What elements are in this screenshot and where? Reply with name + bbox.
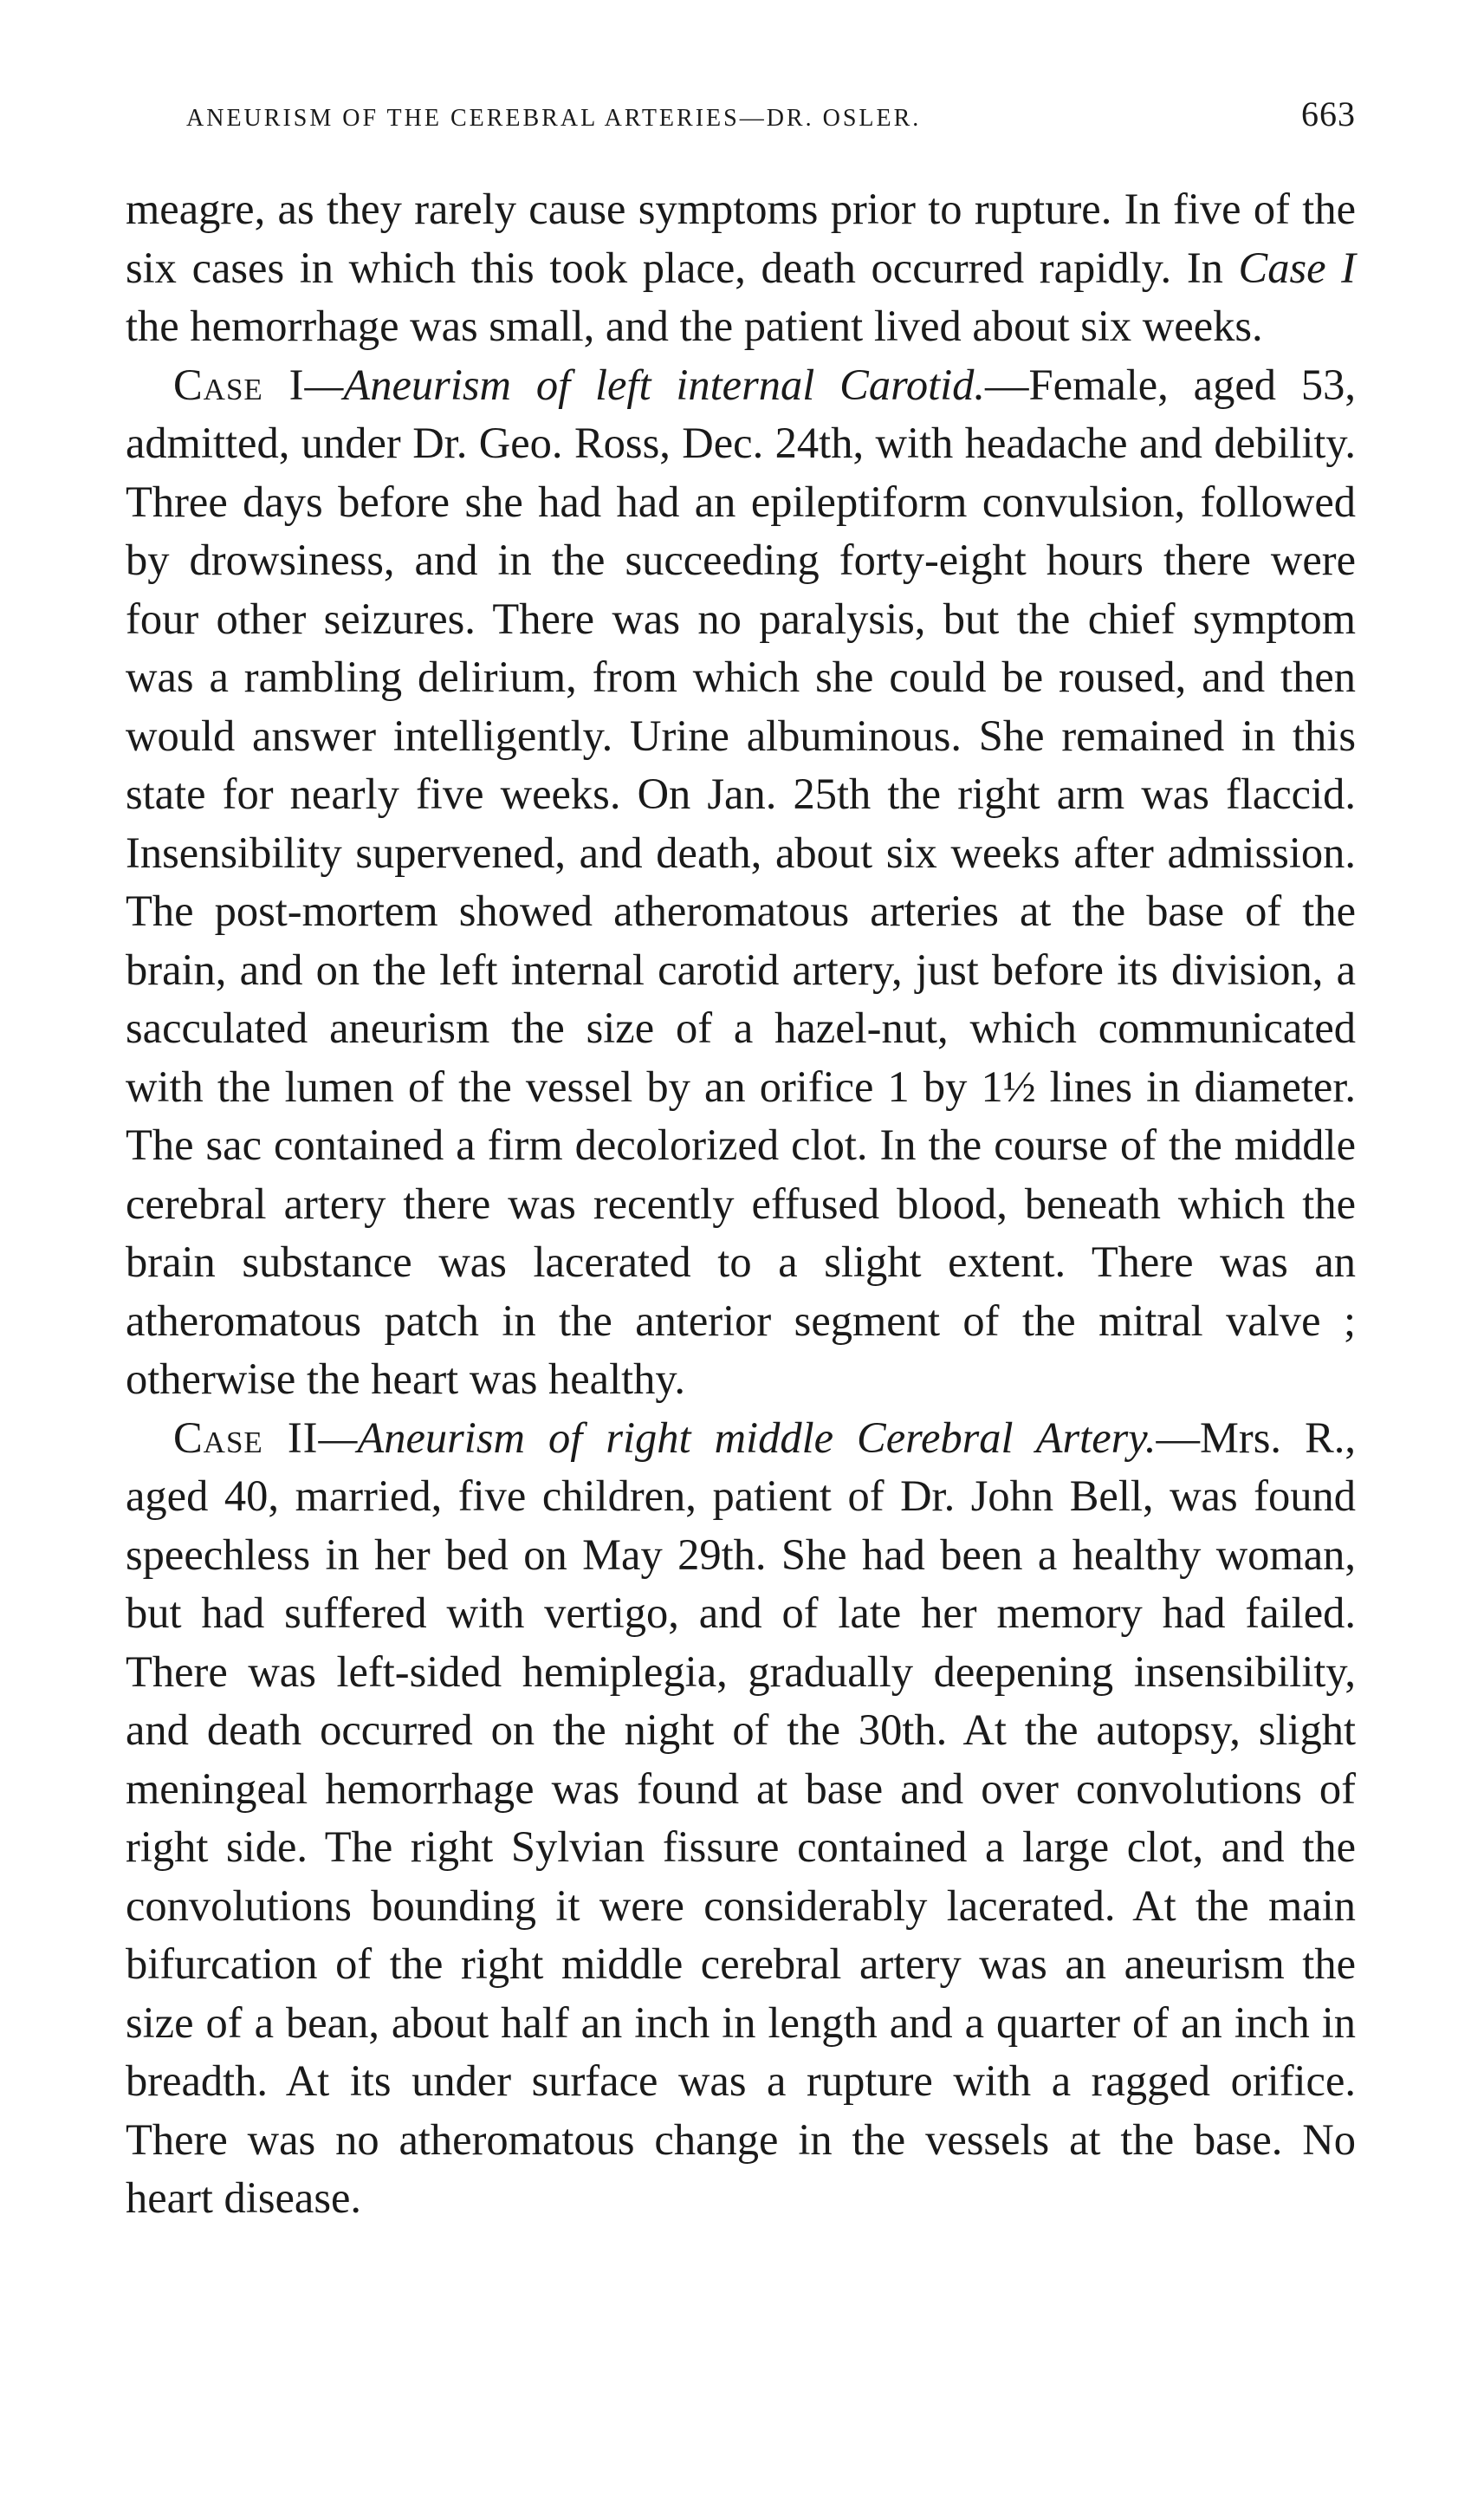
intro-paragraph xyxy=(126,180,1356,356)
case-2-label: Case II xyxy=(173,1413,319,1462)
page-number: 663 xyxy=(1301,94,1356,133)
running-head xyxy=(186,94,1356,146)
intro-text-1: meagre, as they rarely cause symptoms prior to rupture. In five of the six cases in which this took place, death occurred rapidly. In xyxy=(126,185,1356,292)
document-page xyxy=(126,94,1356,2228)
case-2-title: —Aneurism of right middle Cerebral Artery. xyxy=(318,1413,1157,1462)
case-1-label: Case I xyxy=(173,360,305,409)
running-title: ANEURISM OF THE CEREBRAL ARTERIES—DR. OSLER. xyxy=(186,105,922,132)
intro-case-reference: Case I xyxy=(1238,243,1356,292)
case-1-title: —Aneurism of left internal Carotid. xyxy=(304,360,986,409)
case-2-paragraph xyxy=(126,1409,1356,2228)
case-1-paragraph xyxy=(126,356,1356,1409)
case-2-text: —Mrs. R., aged 40, married, five children, patient of Dr. John Bell, was found speechless in her bed on May 29th. She had been a healthy woman, but had suffered with vertigo, and of late her memory had failed. There was left-sided hemiplegia, gradually deepening insensibility, and death occurred on the night of the 30th. At the autopsy, slight meningeal hemorrhage was found at base and over convolutions of right side. The right Sylvian fissure contained a large clot, and the convolutions bounding it were considerably lacerated. At the main bifurcation of the right middle cerebral artery was an aneurism the size of a bean, about half an inch in length and a quarter of an inch in breadth. At its under surface was a rupture with a ragged orifice. There was no atheromatous change in the vessels at the base. No heart disease. xyxy=(126,1413,1357,2222)
case-1-text: —Female, aged 53, admitted, under Dr. Geo. Ross, Dec. 24th, with headache and debility. Three days before she had had an epileptiform convulsion, followed by drowsiness, and in the succeeding forty-eight hours there were four other seizures. There was no paralysis, but the chief symptom was a rambling delirium, from which she could be roused, and then would answer intelligently. Urine albuminous. She remained in this state for nearly five weeks. On Jan. 25th the right arm was flaccid. Insensibility supervened, and death, about six weeks after admission. The post-mortem showed atheromatous arteries at the base of the brain, and on the left internal carotid artery, just before its division, a sacculated aneurism the size of a hazel-nut, which communicated with the lumen of the vessel by an orifice 1 by 1½ lines in diameter. The sac contained a firm decolorized clot. In the course of the middle cerebral artery there was recently effused blood, beneath which the brain substance was lacerated to a slight extent. There was an atheromatous patch in the anterior segment of the mitral valve ; otherwise the heart was healthy. xyxy=(126,360,1357,1403)
body-text xyxy=(126,180,1356,2228)
intro-text-2: the hemorrhage was small, and the patient lived about six weeks. xyxy=(126,302,1263,350)
